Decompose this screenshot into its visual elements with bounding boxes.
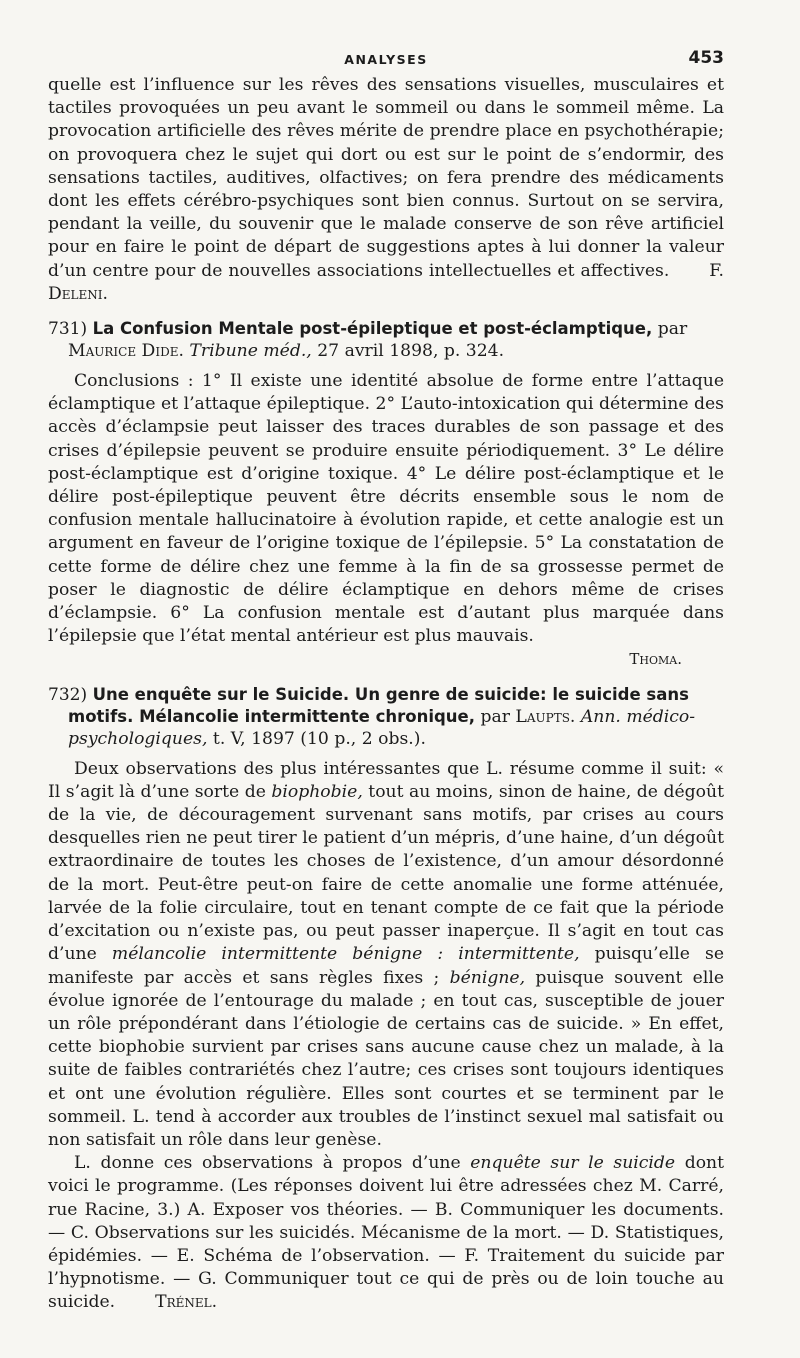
article-number: 732)	[48, 684, 88, 705]
article-title: Une enquête sur le Suicide. Un genre de suicide: le suicide sans motifs. Mélancolie intermittente chronique,	[68, 684, 689, 726]
article-journal: Tribune méd.,	[189, 341, 312, 362]
article-title: La Confusion Mentale post-épileptique et post-éclamptique,	[92, 319, 653, 339]
text-run: puisqu’elle se manifeste par accès et sans règles fixes ;	[48, 944, 725, 988]
article-author: Maurice Dide.	[68, 341, 184, 362]
article-citation: t. V, 1897 (10 p., 2 obs.).	[212, 728, 426, 749]
text-run: dont voici le programme. (Les réponses doivent lui être adressées chez M. Carré, rue Racine, 3.) A. Exposer vos théories. — B. Communiquer les documents. — C. Observations sur les suicidés. Mécanisme de la mort. — D. Statistiques, épidémies. — E. Schéma de l’observation. — F. Traitement du suicide par l’hypnotisme. — G. Communiquer tout ce qui de près ou de loin touche au suicide.	[48, 1153, 725, 1313]
intro-text: quelle est l’influence sur les rêves des sensations visuelles, musculaires et tactiles provoquées un peu avant le sommeil ou dans le sommeil même. La provocation artificielle des rêves mérite de prendre place en psychothérapie; on provoquera chez le sujet qui dort ou est sur le point de s’endormir, des sensations tactiles, auditives, olfactives; on fera prendre des médicaments dont les effets cérébro-psychiques sont bien connus. Surtout on se servira, pendant la veille, du souvenir que le malade conserve de son rêve artificiel pour en faire le point de départ de suggestions aptes à lui donner la valeur d’un centre pour de nouvelles associations intellectuelles et affectives.	[48, 75, 724, 281]
page	[48, 48, 724, 1315]
italic-term: bénigne,	[449, 967, 526, 988]
article-731-heading	[48, 318, 724, 362]
article-journal: Ann. médico-psychologiques,	[68, 706, 696, 749]
article-732-paragraph-2	[48, 1152, 724, 1314]
text-run: Deux observations des plus intéressantes que L. résume comme il suit: « Il s’agit là d’une sorte de	[48, 758, 724, 802]
article-731-body: Conclusions : 1° Il existe une identité absolue de forme entre l’attaque éclamptique et l’attaque épileptique. 2° L’auto-intoxication qui détermine des accès d’éclampsie peut laisser des traces durables de son passage et des crises d’épilepsie peuvent se produire ensuite périodiquement. 3° Le délire post-éclamptique est d’origine toxique. 4° Le délire post-éclamptique et le délire post-épileptique peuvent être décrits ensemble sous le nom de confusion mentale hallucinatoire à évolution rapide, et cette analogie est un argument en faveur de l’origine toxique de l’épilepsie. 5° La constatation de cette forme de délire chez une femme à la fin de sa grossesse permet de poser le diagnostic de délire éclamptique en dehors même de crises d’éclampsie. 6° La confusion mentale est d’autant plus marquée dans l’épilepsie que l’état mental antérieur est plus mauvais.	[48, 371, 724, 647]
article-par: par	[657, 319, 688, 340]
text-run: puisque souvent elle évolue ignorée de l’entourage du malade ; en tout cas, susceptible de jouer un rôle prépondérant dans l’étiologie de certains cas de suicide. » En effet, cette biophobie survient par crises sans aucune cause chez un malade, à la suite de faibles contrariétés chez l’autre; ces crises sont toujours identiques et ont une évolution régulière. Elles sont courtes et se terminent par le sommeil. L. tend à accorder aux troubles de l’instinct sexuel mal satisfait ou non satisfait un rôle dans leur genèse.	[48, 967, 725, 1150]
article-number: 731)	[48, 319, 88, 340]
article-732-heading	[48, 684, 724, 750]
text-run: L. donne ces observations à propos d’une	[74, 1153, 461, 1174]
intro-signature: F. Deleni.	[48, 260, 724, 304]
italic-term: biophobie,	[271, 781, 363, 802]
article-citation: 27 avril 1898, p. 324.	[317, 341, 505, 362]
text-run: tout au moins, sinon de haine, de dégoût de la vie, de découragement survenant sans motifs, par crises au cours desquelles rien ne peut tirer le patient d’un mépris, d’une haine, d’un dégoût extraordinaire de toutes les choses de l’existence, d’un amour désordonné de la mort. Peut-être peut-on faire de cette anomalie une forme atténuée, larvée de la folie circulaire, tout en tenant compte de ce fait que la période d’excitation ou n’existe pas, ou peut passer inaperçue. Il s’agit en tout cas d’une	[48, 781, 724, 965]
intro-paragraph	[48, 74, 724, 306]
article-732-paragraph-1	[48, 758, 724, 1152]
italic-term: mélancolie intermittente bénigne : intermittente,	[111, 944, 580, 965]
italic-term: enquête sur le suicide	[470, 1153, 676, 1174]
article-author: Laupts.	[515, 706, 576, 727]
article-732-signature: Trénel.	[155, 1292, 218, 1313]
running-title: ANALYSES	[344, 52, 428, 67]
page-number: 453	[688, 48, 724, 68]
article-par: par	[480, 706, 510, 727]
article-731-signature: Thoma.	[629, 650, 682, 669]
running-header	[48, 48, 724, 74]
